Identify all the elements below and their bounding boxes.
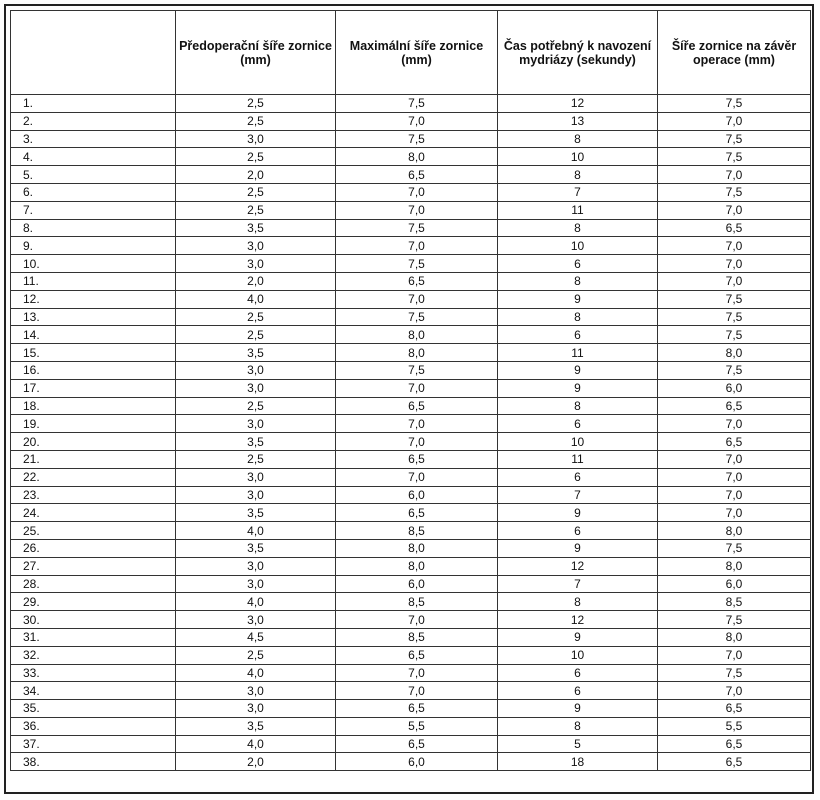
- header-cell-index: [11, 11, 176, 95]
- cell-index: 19.: [11, 415, 176, 433]
- table-row: [11, 504, 811, 522]
- cell-preop-width: 2,5: [176, 112, 336, 130]
- cell-end-width: 6,5: [658, 753, 811, 771]
- cell-end-width: 7,0: [658, 201, 811, 219]
- cell-max-width: 8,0: [336, 148, 498, 166]
- cell-index: 20.: [11, 433, 176, 451]
- cell-time: 9: [498, 290, 658, 308]
- cell-preop-width: 3,5: [176, 219, 336, 237]
- cell-index: 33.: [11, 664, 176, 682]
- table-row: [11, 717, 811, 735]
- cell-end-width: 7,5: [658, 95, 811, 113]
- cell-index: 5.: [11, 166, 176, 184]
- cell-index: 1.: [11, 95, 176, 113]
- cell-index: 6.: [11, 183, 176, 201]
- cell-preop-width: 3,0: [176, 557, 336, 575]
- cell-time: 10: [498, 646, 658, 664]
- cell-time: 8: [498, 272, 658, 290]
- cell-max-width: 7,5: [336, 219, 498, 237]
- cell-preop-width: 3,0: [176, 486, 336, 504]
- table-row: [11, 593, 811, 611]
- table-row: [11, 468, 811, 486]
- cell-preop-width: 4,0: [176, 290, 336, 308]
- cell-max-width: 7,0: [336, 468, 498, 486]
- cell-preop-width: 3,0: [176, 130, 336, 148]
- cell-time: 11: [498, 201, 658, 219]
- cell-time: 6: [498, 664, 658, 682]
- cell-time: 8: [498, 166, 658, 184]
- cell-preop-width: 3,5: [176, 717, 336, 735]
- cell-preop-width: 3,5: [176, 539, 336, 557]
- cell-index: 25.: [11, 522, 176, 540]
- cell-max-width: 7,0: [336, 290, 498, 308]
- cell-index: 34.: [11, 682, 176, 700]
- cell-time: 7: [498, 486, 658, 504]
- cell-max-width: 7,0: [336, 379, 498, 397]
- cell-max-width: 6,5: [336, 450, 498, 468]
- cell-end-width: 6,5: [658, 219, 811, 237]
- cell-preop-width: 3,0: [176, 255, 336, 273]
- cell-index: 15.: [11, 344, 176, 362]
- cell-end-width: 7,5: [658, 664, 811, 682]
- cell-end-width: 7,0: [658, 112, 811, 130]
- header-cell-time: Čas potřebný k navození mydriázy (sekundy): [498, 11, 658, 95]
- cell-time: 8: [498, 130, 658, 148]
- cell-time: 8: [498, 717, 658, 735]
- cell-preop-width: 2,5: [176, 646, 336, 664]
- cell-max-width: 7,0: [336, 183, 498, 201]
- table-row: [11, 308, 811, 326]
- cell-max-width: 7,0: [336, 682, 498, 700]
- cell-max-width: 8,5: [336, 593, 498, 611]
- table-row: [11, 575, 811, 593]
- cell-preop-width: 3,0: [176, 468, 336, 486]
- table-row: [11, 148, 811, 166]
- cell-index: 16.: [11, 361, 176, 379]
- table-row: [11, 628, 811, 646]
- table-row: [11, 682, 811, 700]
- cell-time: 6: [498, 522, 658, 540]
- cell-index: 9.: [11, 237, 176, 255]
- cell-max-width: 7,5: [336, 361, 498, 379]
- cell-max-width: 7,0: [336, 201, 498, 219]
- cell-preop-width: 2,5: [176, 308, 336, 326]
- cell-preop-width: 2,5: [176, 450, 336, 468]
- table-row: [11, 255, 811, 273]
- cell-index: 8.: [11, 219, 176, 237]
- table-row: [11, 450, 811, 468]
- cell-index: 4.: [11, 148, 176, 166]
- cell-end-width: 7,5: [658, 148, 811, 166]
- cell-end-width: 7,0: [658, 450, 811, 468]
- cell-end-width: 7,0: [658, 646, 811, 664]
- cell-index: 31.: [11, 628, 176, 646]
- cell-end-width: 6,0: [658, 575, 811, 593]
- cell-time: 9: [498, 700, 658, 718]
- cell-time: 6: [498, 682, 658, 700]
- cell-time: 12: [498, 95, 658, 113]
- cell-index: 30.: [11, 611, 176, 629]
- cell-preop-width: 3,0: [176, 379, 336, 397]
- cell-index: 22.: [11, 468, 176, 486]
- table-row: [11, 112, 811, 130]
- table-body: [11, 95, 811, 771]
- cell-max-width: 7,0: [336, 415, 498, 433]
- cell-time: 18: [498, 753, 658, 771]
- cell-time: 8: [498, 593, 658, 611]
- cell-max-width: 7,0: [336, 237, 498, 255]
- cell-max-width: 7,0: [336, 664, 498, 682]
- header-row: [11, 11, 811, 95]
- cell-time: 6: [498, 468, 658, 486]
- table-row: [11, 166, 811, 184]
- cell-max-width: 6,5: [336, 700, 498, 718]
- cell-preop-width: 3,0: [176, 700, 336, 718]
- table-row: [11, 753, 811, 771]
- table-row: [11, 237, 811, 255]
- table-row: [11, 201, 811, 219]
- cell-end-width: 7,0: [658, 682, 811, 700]
- cell-index: 37.: [11, 735, 176, 753]
- table-row: [11, 326, 811, 344]
- cell-time: 9: [498, 361, 658, 379]
- cell-time: 9: [498, 504, 658, 522]
- cell-preop-width: 3,0: [176, 361, 336, 379]
- cell-end-width: 7,5: [658, 183, 811, 201]
- cell-index: 13.: [11, 308, 176, 326]
- cell-index: 35.: [11, 700, 176, 718]
- cell-end-width: 6,5: [658, 735, 811, 753]
- cell-preop-width: 2,5: [176, 148, 336, 166]
- cell-end-width: 7,5: [658, 539, 811, 557]
- cell-end-width: 6,5: [658, 700, 811, 718]
- cell-max-width: 8,0: [336, 539, 498, 557]
- cell-end-width: 7,0: [658, 415, 811, 433]
- cell-end-width: 7,0: [658, 504, 811, 522]
- table-row: [11, 433, 811, 451]
- table-row: [11, 539, 811, 557]
- cell-time: 10: [498, 237, 658, 255]
- cell-index: 21.: [11, 450, 176, 468]
- cell-index: 28.: [11, 575, 176, 593]
- cell-preop-width: 2,5: [176, 201, 336, 219]
- cell-end-width: 7,5: [658, 611, 811, 629]
- cell-end-width: 7,0: [658, 166, 811, 184]
- cell-index: 10.: [11, 255, 176, 273]
- cell-max-width: 6,0: [336, 486, 498, 504]
- cell-preop-width: 3,0: [176, 575, 336, 593]
- table-header: [11, 11, 811, 95]
- cell-max-width: 7,5: [336, 255, 498, 273]
- cell-end-width: 7,0: [658, 468, 811, 486]
- cell-max-width: 6,5: [336, 504, 498, 522]
- cell-time: 9: [498, 628, 658, 646]
- data-table: [10, 10, 811, 771]
- cell-preop-width: 4,5: [176, 628, 336, 646]
- cell-max-width: 8,0: [336, 344, 498, 362]
- cell-time: 6: [498, 415, 658, 433]
- cell-time: 8: [498, 308, 658, 326]
- cell-time: 10: [498, 433, 658, 451]
- cell-preop-width: 3,0: [176, 415, 336, 433]
- cell-preop-width: 2,0: [176, 166, 336, 184]
- cell-end-width: 6,5: [658, 397, 811, 415]
- cell-time: 11: [498, 344, 658, 362]
- cell-time: 8: [498, 397, 658, 415]
- cell-preop-width: 3,0: [176, 682, 336, 700]
- table-row: [11, 611, 811, 629]
- cell-preop-width: 4,0: [176, 593, 336, 611]
- cell-end-width: 7,5: [658, 290, 811, 308]
- cell-time: 12: [498, 557, 658, 575]
- cell-end-width: 8,0: [658, 344, 811, 362]
- cell-end-width: 6,0: [658, 379, 811, 397]
- cell-end-width: 7,5: [658, 308, 811, 326]
- cell-max-width: 7,5: [336, 308, 498, 326]
- cell-time: 9: [498, 539, 658, 557]
- cell-preop-width: 2,0: [176, 753, 336, 771]
- cell-preop-width: 3,5: [176, 504, 336, 522]
- cell-end-width: 7,0: [658, 255, 811, 273]
- table-row: [11, 219, 811, 237]
- cell-time: 6: [498, 326, 658, 344]
- cell-preop-width: 2,5: [176, 397, 336, 415]
- cell-index: 12.: [11, 290, 176, 308]
- cell-time: 7: [498, 575, 658, 593]
- table-row: [11, 397, 811, 415]
- table-row: [11, 379, 811, 397]
- cell-end-width: 7,0: [658, 237, 811, 255]
- cell-end-width: 7,5: [658, 326, 811, 344]
- cell-time: 6: [498, 255, 658, 273]
- cell-time: 7: [498, 183, 658, 201]
- cell-preop-width: 2,0: [176, 272, 336, 290]
- cell-preop-width: 2,5: [176, 326, 336, 344]
- cell-end-width: 8,0: [658, 557, 811, 575]
- cell-max-width: 6,5: [336, 272, 498, 290]
- table-row: [11, 700, 811, 718]
- cell-end-width: 7,0: [658, 486, 811, 504]
- table-row: [11, 735, 811, 753]
- table-row: [11, 486, 811, 504]
- cell-max-width: 6,5: [336, 646, 498, 664]
- table-row: [11, 344, 811, 362]
- cell-max-width: 8,0: [336, 557, 498, 575]
- header-cell-end-width: Šíře zornice na závěr operace (mm): [658, 11, 811, 95]
- cell-max-width: 6,5: [336, 397, 498, 415]
- cell-index: 7.: [11, 201, 176, 219]
- cell-index: 24.: [11, 504, 176, 522]
- cell-max-width: 5,5: [336, 717, 498, 735]
- cell-preop-width: 3,5: [176, 344, 336, 362]
- cell-preop-width: 4,0: [176, 664, 336, 682]
- cell-end-width: 7,5: [658, 361, 811, 379]
- table-frame: [4, 4, 814, 794]
- cell-end-width: 7,0: [658, 272, 811, 290]
- table-row: [11, 415, 811, 433]
- cell-index: 14.: [11, 326, 176, 344]
- cell-end-width: 8,0: [658, 522, 811, 540]
- table-row: [11, 557, 811, 575]
- cell-index: 36.: [11, 717, 176, 735]
- cell-end-width: 5,5: [658, 717, 811, 735]
- cell-end-width: 8,5: [658, 593, 811, 611]
- cell-time: 12: [498, 611, 658, 629]
- cell-max-width: 6,5: [336, 735, 498, 753]
- cell-preop-width: 4,0: [176, 522, 336, 540]
- cell-max-width: 6,0: [336, 753, 498, 771]
- header-cell-max-width: Maximální šíře zornice (mm): [336, 11, 498, 95]
- table-row: [11, 130, 811, 148]
- cell-index: 38.: [11, 753, 176, 771]
- cell-max-width: 8,5: [336, 628, 498, 646]
- cell-max-width: 7,0: [336, 112, 498, 130]
- cell-max-width: 7,0: [336, 611, 498, 629]
- table-row: [11, 290, 811, 308]
- table-row: [11, 646, 811, 664]
- cell-max-width: 7,5: [336, 130, 498, 148]
- cell-index: 32.: [11, 646, 176, 664]
- cell-preop-width: 4,0: [176, 735, 336, 753]
- table-row: [11, 272, 811, 290]
- cell-max-width: 7,5: [336, 95, 498, 113]
- cell-index: 11.: [11, 272, 176, 290]
- cell-time: 13: [498, 112, 658, 130]
- cell-time: 11: [498, 450, 658, 468]
- cell-index: 27.: [11, 557, 176, 575]
- cell-preop-width: 3,0: [176, 237, 336, 255]
- cell-index: 18.: [11, 397, 176, 415]
- cell-time: 5: [498, 735, 658, 753]
- cell-time: 9: [498, 379, 658, 397]
- cell-preop-width: 2,5: [176, 95, 336, 113]
- cell-time: 10: [498, 148, 658, 166]
- table-row: [11, 361, 811, 379]
- table-row: [11, 183, 811, 201]
- cell-preop-width: 2,5: [176, 183, 336, 201]
- cell-max-width: 7,0: [336, 433, 498, 451]
- cell-end-width: 6,5: [658, 433, 811, 451]
- table-row: [11, 664, 811, 682]
- cell-max-width: 8,5: [336, 522, 498, 540]
- cell-index: 26.: [11, 539, 176, 557]
- cell-max-width: 6,5: [336, 166, 498, 184]
- cell-max-width: 8,0: [336, 326, 498, 344]
- cell-end-width: 8,0: [658, 628, 811, 646]
- table-row: [11, 95, 811, 113]
- table-row: [11, 522, 811, 540]
- cell-preop-width: 3,0: [176, 611, 336, 629]
- cell-index: 23.: [11, 486, 176, 504]
- header-cell-preop-width: Předoperační šíře zornice (mm): [176, 11, 336, 95]
- cell-index: 17.: [11, 379, 176, 397]
- cell-end-width: 7,5: [658, 130, 811, 148]
- cell-time: 8: [498, 219, 658, 237]
- cell-index: 3.: [11, 130, 176, 148]
- cell-max-width: 6,0: [336, 575, 498, 593]
- cell-preop-width: 3,5: [176, 433, 336, 451]
- cell-index: 2.: [11, 112, 176, 130]
- cell-index: 29.: [11, 593, 176, 611]
